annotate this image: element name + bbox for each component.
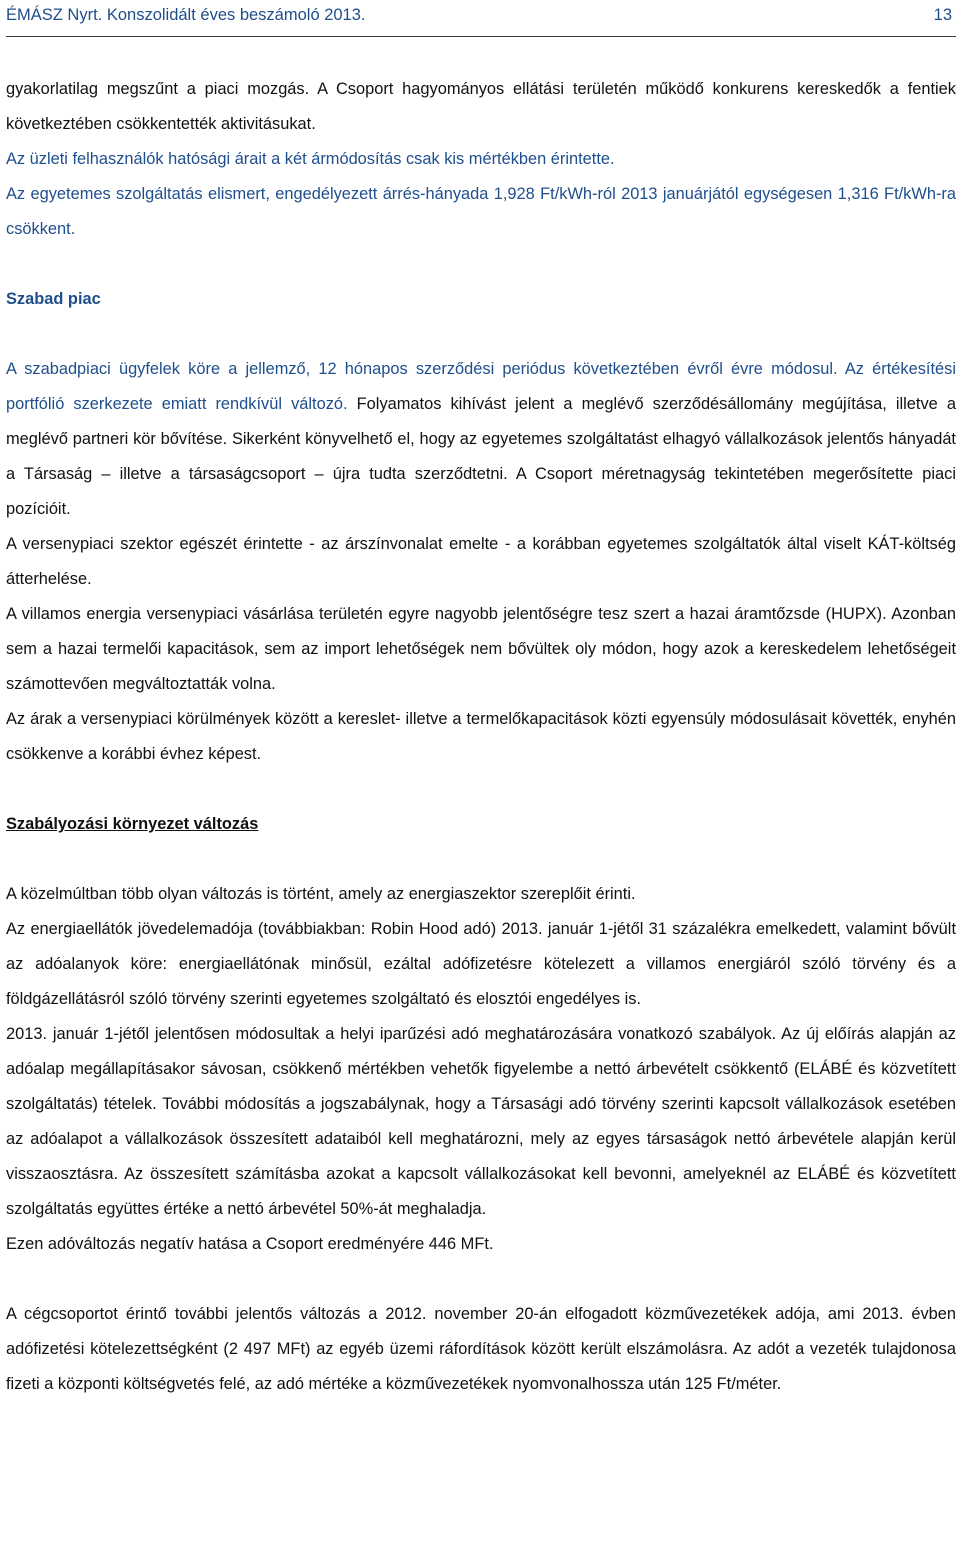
paragraph: Az árak a versenypiaci körülmények között a kereslet- illetve a termelőkapacitások közti egyensúly módosulásait követték, enyhén csökkenve a korábbi évhez képest.: [6, 710, 956, 763]
paragraph: A cégcsoportot érintő további jelentős változás a 2012. november 20-án elfogadott közművezetékek adója, ami 2013. évben adófizetési kötelezettségként (2 497 MFt) az egyéb üzemi ráfordítások között került elszámolásra. Az adót a vezeték tulajdonosa fizeti a központi költségvetés felé, az adó mértéke a közművezetékek nyomvonalhossza után 125 Ft/méter.: [6, 1305, 956, 1393]
spacer: [6, 1262, 956, 1297]
paragraph: Az egyetemes szolgáltatás elismert, engedélyezett árrés-hányada 1,928 Ft/kWh-ról 2013 januárjától egységesen 1,316 Ft/kWh-ra csökkent.: [6, 185, 956, 238]
paragraph: gyakorlatilag megszűnt a piaci mozgás. A Csoport hagyományos ellátási területén működő konkurens kereskedők a fentiek következtében csökkentették aktivitásukat.: [6, 80, 956, 133]
spacer: [6, 772, 956, 807]
paragraph: [6, 352, 956, 527]
paragraph-segment: Folyamatos kihívást jelent a meglévő szerződésállomány megújítása, illetve a meglévő partneri kör bővítése. Sikerként könyvelhető el, hogy az egyetemes szolgáltatást elhagyó vállalkozások jelentős hányadát a Társaság – illetve a társaságcsoport – újra tudta szerződtetni. A Csoport méretnagyság tekintetében megerősítette piaci pozícióit.: [6, 395, 956, 518]
paragraph: Ezen adóváltozás negatív hatása a Csoport eredményére 446 MFt.: [6, 1235, 494, 1253]
section-heading-free-market: Szabad piac: [6, 290, 101, 308]
paragraph-segment: A szabadpiaci ügyfelek köre a jellemző, 12 hónapos szerződési periódus következtében évről évre módosul. Az értékesítési portfólió szerkezete emiatt rendkívül változó.: [6, 360, 956, 413]
page-header: [6, 4, 956, 37]
paragraph: Az energiaellátók jövedelemadója (továbbiakban: Robin Hood adó) 2013. január 1-jétől 31 százalékra emelkedett, valamint bővült az adóalanyok köre: energiaellátónak minősül, ezáltal adófizetésre kötelezett a villamos energiáról szóló törvény és a földgázellátásról szóló törvény szerinti egyetemes szolgáltató és elosztói engedélyes is.: [6, 920, 956, 1008]
spacer: [6, 247, 956, 282]
paragraph: 2013. január 1-jétől jelentősen módosultak a helyi iparűzési adó meghatározására vonatkozó szabályok. Az új előírás alapján az adóalap megállapításakor sávosan, csökkenő mértékben vehetők figyelembe a nettó árbevételt csökkentő (ELÁBÉ és közvetített szolgáltatás) tételek. További módosítás a jogszabálynak, hogy a Társasági adó törvény szerinti kapcsolt vállalkozások esetében az adóalapot a vállalkozások összesített adataiból kell meghatározni, mely az egyes társaságok nettó árbevétele alapján kerül visszaosztásra. Az összesített számításba azokat a kapcsolt vállalkozásokat kell bevonni, amelyeknél az ELÁBÉ és közvetített szolgáltatás együttes értéke a nettó árbevétel 50%-át meghaladja.: [6, 1025, 956, 1218]
paragraph: A villamos energia versenypiaci vásárlása területén egyre nagyobb jelentőségre tesz szert a hazai áramtőzsde (HUPX). Azonban sem a hazai termelői kapacitások, sem az import lehetőségek nem bővültek oly módon, hogy azok a kereskedelem lehetőségeit számottevően megváltoztatták volna.: [6, 605, 956, 693]
paragraph: A közelmúltban több olyan változás is történt, amely az energiaszektor szereplőit érinti.: [6, 885, 636, 903]
spacer: [6, 317, 956, 352]
paragraph: Az üzleti felhasználók hatósági árait a két ármódosítás csak kis mértékben érintette.: [6, 150, 615, 168]
page-number: 13: [933, 6, 952, 24]
paragraph: A versenypiaci szektor egészét érintette - az árszínvonalat emelte - a korábban egyetemes szolgáltatók által viselt KÁT-költség átterhelése.: [6, 535, 956, 588]
document-body: [6, 72, 956, 1402]
document-title: ÉMÁSZ Nyrt. Konszolidált éves beszámoló 2013.: [6, 6, 366, 24]
spacer: [6, 842, 956, 877]
section-heading-regulatory: Szabályozási környezet változás: [6, 815, 259, 833]
